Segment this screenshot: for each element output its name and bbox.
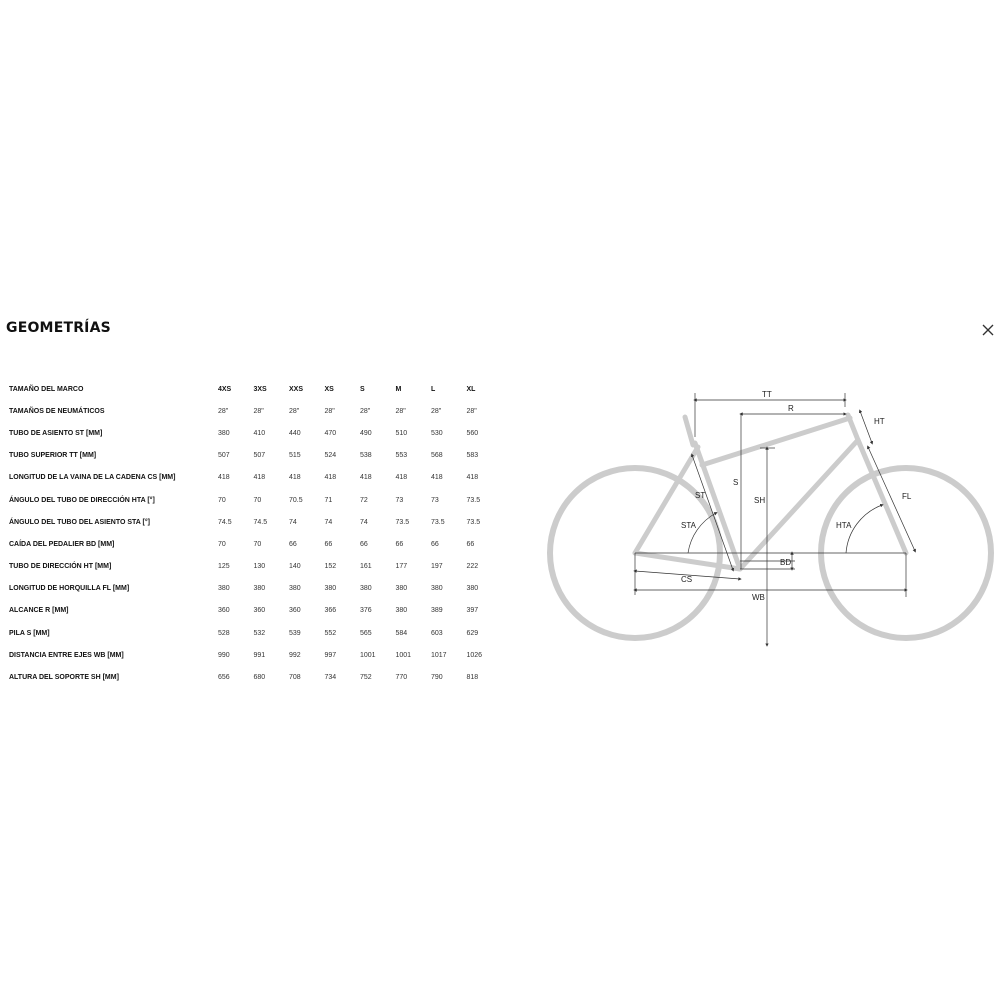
size-header: S [360, 385, 365, 393]
table-cell: 770 [395, 674, 408, 682]
geometry-table [9, 378, 502, 689]
table-cell: 389 [431, 607, 443, 615]
table-cell: 28" [218, 407, 229, 415]
size-header: XXS [289, 385, 304, 393]
table-cell: 74 [360, 518, 368, 526]
table-cell: 161 [360, 563, 372, 571]
table-cell: 66 [466, 540, 475, 548]
table-cell: 380 [466, 585, 479, 593]
table-row [9, 511, 502, 533]
table-cell: 28" [395, 407, 406, 415]
table-cell: 510 [395, 429, 408, 437]
bike-frame [635, 415, 906, 569]
table-cell: 410 [253, 429, 266, 437]
table-cell: 528 [218, 629, 230, 637]
size-header: 4XS [218, 385, 232, 393]
table-cell: 565 [360, 629, 372, 637]
table-row [9, 422, 502, 444]
table-cell: 380 [360, 585, 372, 593]
table-cell: 70.5 [289, 496, 303, 504]
table-cell: 530 [431, 429, 443, 437]
row-label: ALCANCE R [MM] [9, 607, 69, 615]
table-cell: 629 [466, 629, 479, 637]
close-button[interactable] [978, 320, 998, 340]
bike-geometry-diagram [540, 345, 1000, 665]
table-cell: 28" [289, 407, 300, 415]
table-cell: 515 [289, 452, 301, 460]
table-row [9, 666, 502, 688]
table-cell: 73.5 [466, 518, 481, 526]
row-label: TUBO SUPERIOR TT [MM] [9, 452, 97, 460]
table-cell: 125 [218, 563, 230, 571]
label-sh: SH [754, 496, 766, 505]
table-cell: 507 [253, 452, 266, 460]
size-header: XL [466, 385, 476, 393]
table-cell: 553 [395, 452, 408, 460]
close-icon[interactable] [978, 320, 998, 340]
table-cell: 752 [360, 674, 372, 682]
table-cell: 380 [431, 585, 443, 593]
row-label: TUBO DE ASIENTO ST [MM] [9, 429, 103, 437]
table-cell: 74 [289, 518, 297, 526]
label-bd: BD [780, 558, 792, 567]
table-cell: 380 [395, 607, 408, 615]
row-label: CAÍDA DEL PEDALIER BD [MM] [9, 540, 115, 548]
table-row [9, 644, 502, 666]
table-row [9, 400, 502, 422]
table-row [9, 467, 502, 489]
table-cell: 380 [218, 585, 230, 593]
table-cell: 418 [253, 474, 266, 482]
table-cell: 152 [324, 563, 337, 571]
table-cell: 73.5 [466, 496, 481, 504]
table-cell: 418 [431, 474, 443, 482]
size-header: L [431, 385, 436, 393]
table-row [9, 489, 502, 511]
row-label: PILA S [MM] [9, 629, 50, 637]
table-cell: 366 [324, 607, 337, 615]
table-cell: 397 [466, 607, 479, 615]
table-cell: 28" [466, 407, 477, 415]
table-cell: 73 [431, 496, 439, 504]
table-cell: 73.5 [431, 518, 445, 526]
table-cell: 74.5 [218, 518, 232, 526]
table-cell: 72 [360, 496, 368, 504]
label-fl: FL [902, 492, 912, 501]
label-st: ST [695, 491, 706, 500]
table-row [9, 622, 502, 644]
table-cell: 470 [324, 429, 337, 437]
table-cell: 560 [466, 429, 479, 437]
table-cell: 1026 [466, 651, 483, 659]
table-cell: 360 [218, 607, 230, 615]
label-sta: STA [681, 521, 696, 530]
table-cell: 73 [395, 496, 404, 504]
table-cell: 418 [324, 474, 337, 482]
table-cell: 28" [253, 407, 264, 415]
row-label: DISTANCIA ENTRE EJES WB [MM] [9, 651, 124, 659]
table-header-row [9, 378, 502, 400]
table-cell: 376 [360, 607, 372, 615]
table-cell: 66 [360, 540, 368, 548]
label-hta: HTA [836, 521, 852, 530]
table-cell: 583 [466, 452, 479, 460]
table-cell: 140 [289, 563, 301, 571]
table-cell: 507 [218, 452, 230, 460]
table-cell: 992 [289, 651, 301, 659]
table-cell: 708 [289, 674, 301, 682]
table-cell: 1017 [431, 651, 447, 659]
table-cell: 380 [218, 429, 230, 437]
header-frame-size-label: TAMAÑO DEL MARCO [9, 385, 84, 393]
table-cell: 66 [324, 540, 333, 548]
table-cell: 440 [289, 429, 301, 437]
size-header: 3XS [253, 385, 267, 393]
row-label: LONGITUD DE HORQUILLA FL [MM] [9, 585, 130, 593]
table-cell: 28" [360, 407, 371, 415]
label-r: R [788, 404, 794, 413]
label-tt: TT [762, 390, 772, 399]
size-header: M [395, 385, 402, 393]
table-cell: 70 [218, 540, 226, 548]
table-cell: 997 [324, 651, 337, 659]
row-label: ÁNGULO DEL TUBO DE DIRECCIÓN HTA [°] [9, 496, 155, 504]
table-cell: 524 [324, 452, 337, 460]
table-cell: 66 [289, 540, 297, 548]
table-cell: 70 [218, 496, 226, 504]
table-cell: 680 [253, 674, 266, 682]
table-cell: 28" [324, 407, 335, 415]
table-cell: 418 [466, 474, 479, 482]
table-cell: 197 [431, 563, 443, 571]
label-cs: CS [681, 575, 693, 584]
table-cell: 991 [253, 651, 266, 659]
table-cell: 70 [253, 540, 262, 548]
table-cell: 418 [360, 474, 372, 482]
table-cell: 71 [324, 496, 333, 504]
row-label: LONGITUD DE LA VAINA DE LA CADENA CS [MM] [9, 474, 176, 482]
table-cell: 360 [253, 607, 266, 615]
table-cell: 990 [218, 651, 230, 659]
table-cell: 73.5 [395, 518, 410, 526]
table-cell: 28" [431, 407, 442, 415]
row-label: TUBO DE DIRECCIÓN HT [MM] [9, 563, 112, 571]
table-cell: 1001 [360, 651, 376, 659]
label-wb: WB [752, 593, 765, 602]
table-cell: 177 [395, 563, 408, 571]
table-cell: 380 [324, 585, 337, 593]
table-cell: 380 [395, 585, 408, 593]
table-row [9, 556, 502, 578]
size-header: XS [324, 385, 334, 393]
label-s: S [733, 478, 739, 487]
table-cell: 66 [431, 540, 439, 548]
table-cell: 418 [395, 474, 408, 482]
table-row [9, 445, 502, 467]
table-cell: 74.5 [253, 518, 268, 526]
table-body [9, 400, 502, 688]
table-cell: 818 [466, 674, 479, 682]
table-row [9, 578, 502, 600]
table-cell: 74 [324, 518, 333, 526]
table-cell: 656 [218, 674, 230, 682]
table-cell: 380 [289, 585, 301, 593]
dimension-lines [635, 393, 915, 645]
table-cell: 538 [360, 452, 372, 460]
table-cell: 532 [253, 629, 266, 637]
table-cell: 539 [289, 629, 301, 637]
table-cell: 222 [466, 563, 479, 571]
table-cell: 70 [253, 496, 262, 504]
table-cell: 130 [253, 563, 266, 571]
table-cell: 418 [289, 474, 301, 482]
table-cell: 552 [324, 629, 337, 637]
table-cell: 66 [395, 540, 404, 548]
table-cell: 568 [431, 452, 443, 460]
row-label: TAMAÑOS DE NEUMÁTICOS [9, 407, 105, 415]
row-label: ÁNGULO DEL TUBO DEL ASIENTO STA [°] [9, 518, 150, 526]
table-cell: 380 [253, 585, 266, 593]
table-row [9, 533, 502, 555]
table-row [9, 600, 502, 622]
page-title: GEOMETRÍAS [6, 320, 111, 336]
table-cell: 790 [431, 674, 443, 682]
row-label: ALTURA DEL SOPORTE SH [MM] [9, 674, 119, 682]
table-cell: 584 [395, 629, 408, 637]
label-ht: HT [874, 417, 885, 426]
table-cell: 1001 [395, 651, 412, 659]
table-cell: 360 [289, 607, 301, 615]
table-cell: 490 [360, 429, 372, 437]
table-cell: 418 [218, 474, 230, 482]
table-cell: 734 [324, 674, 337, 682]
table-cell: 603 [431, 629, 443, 637]
